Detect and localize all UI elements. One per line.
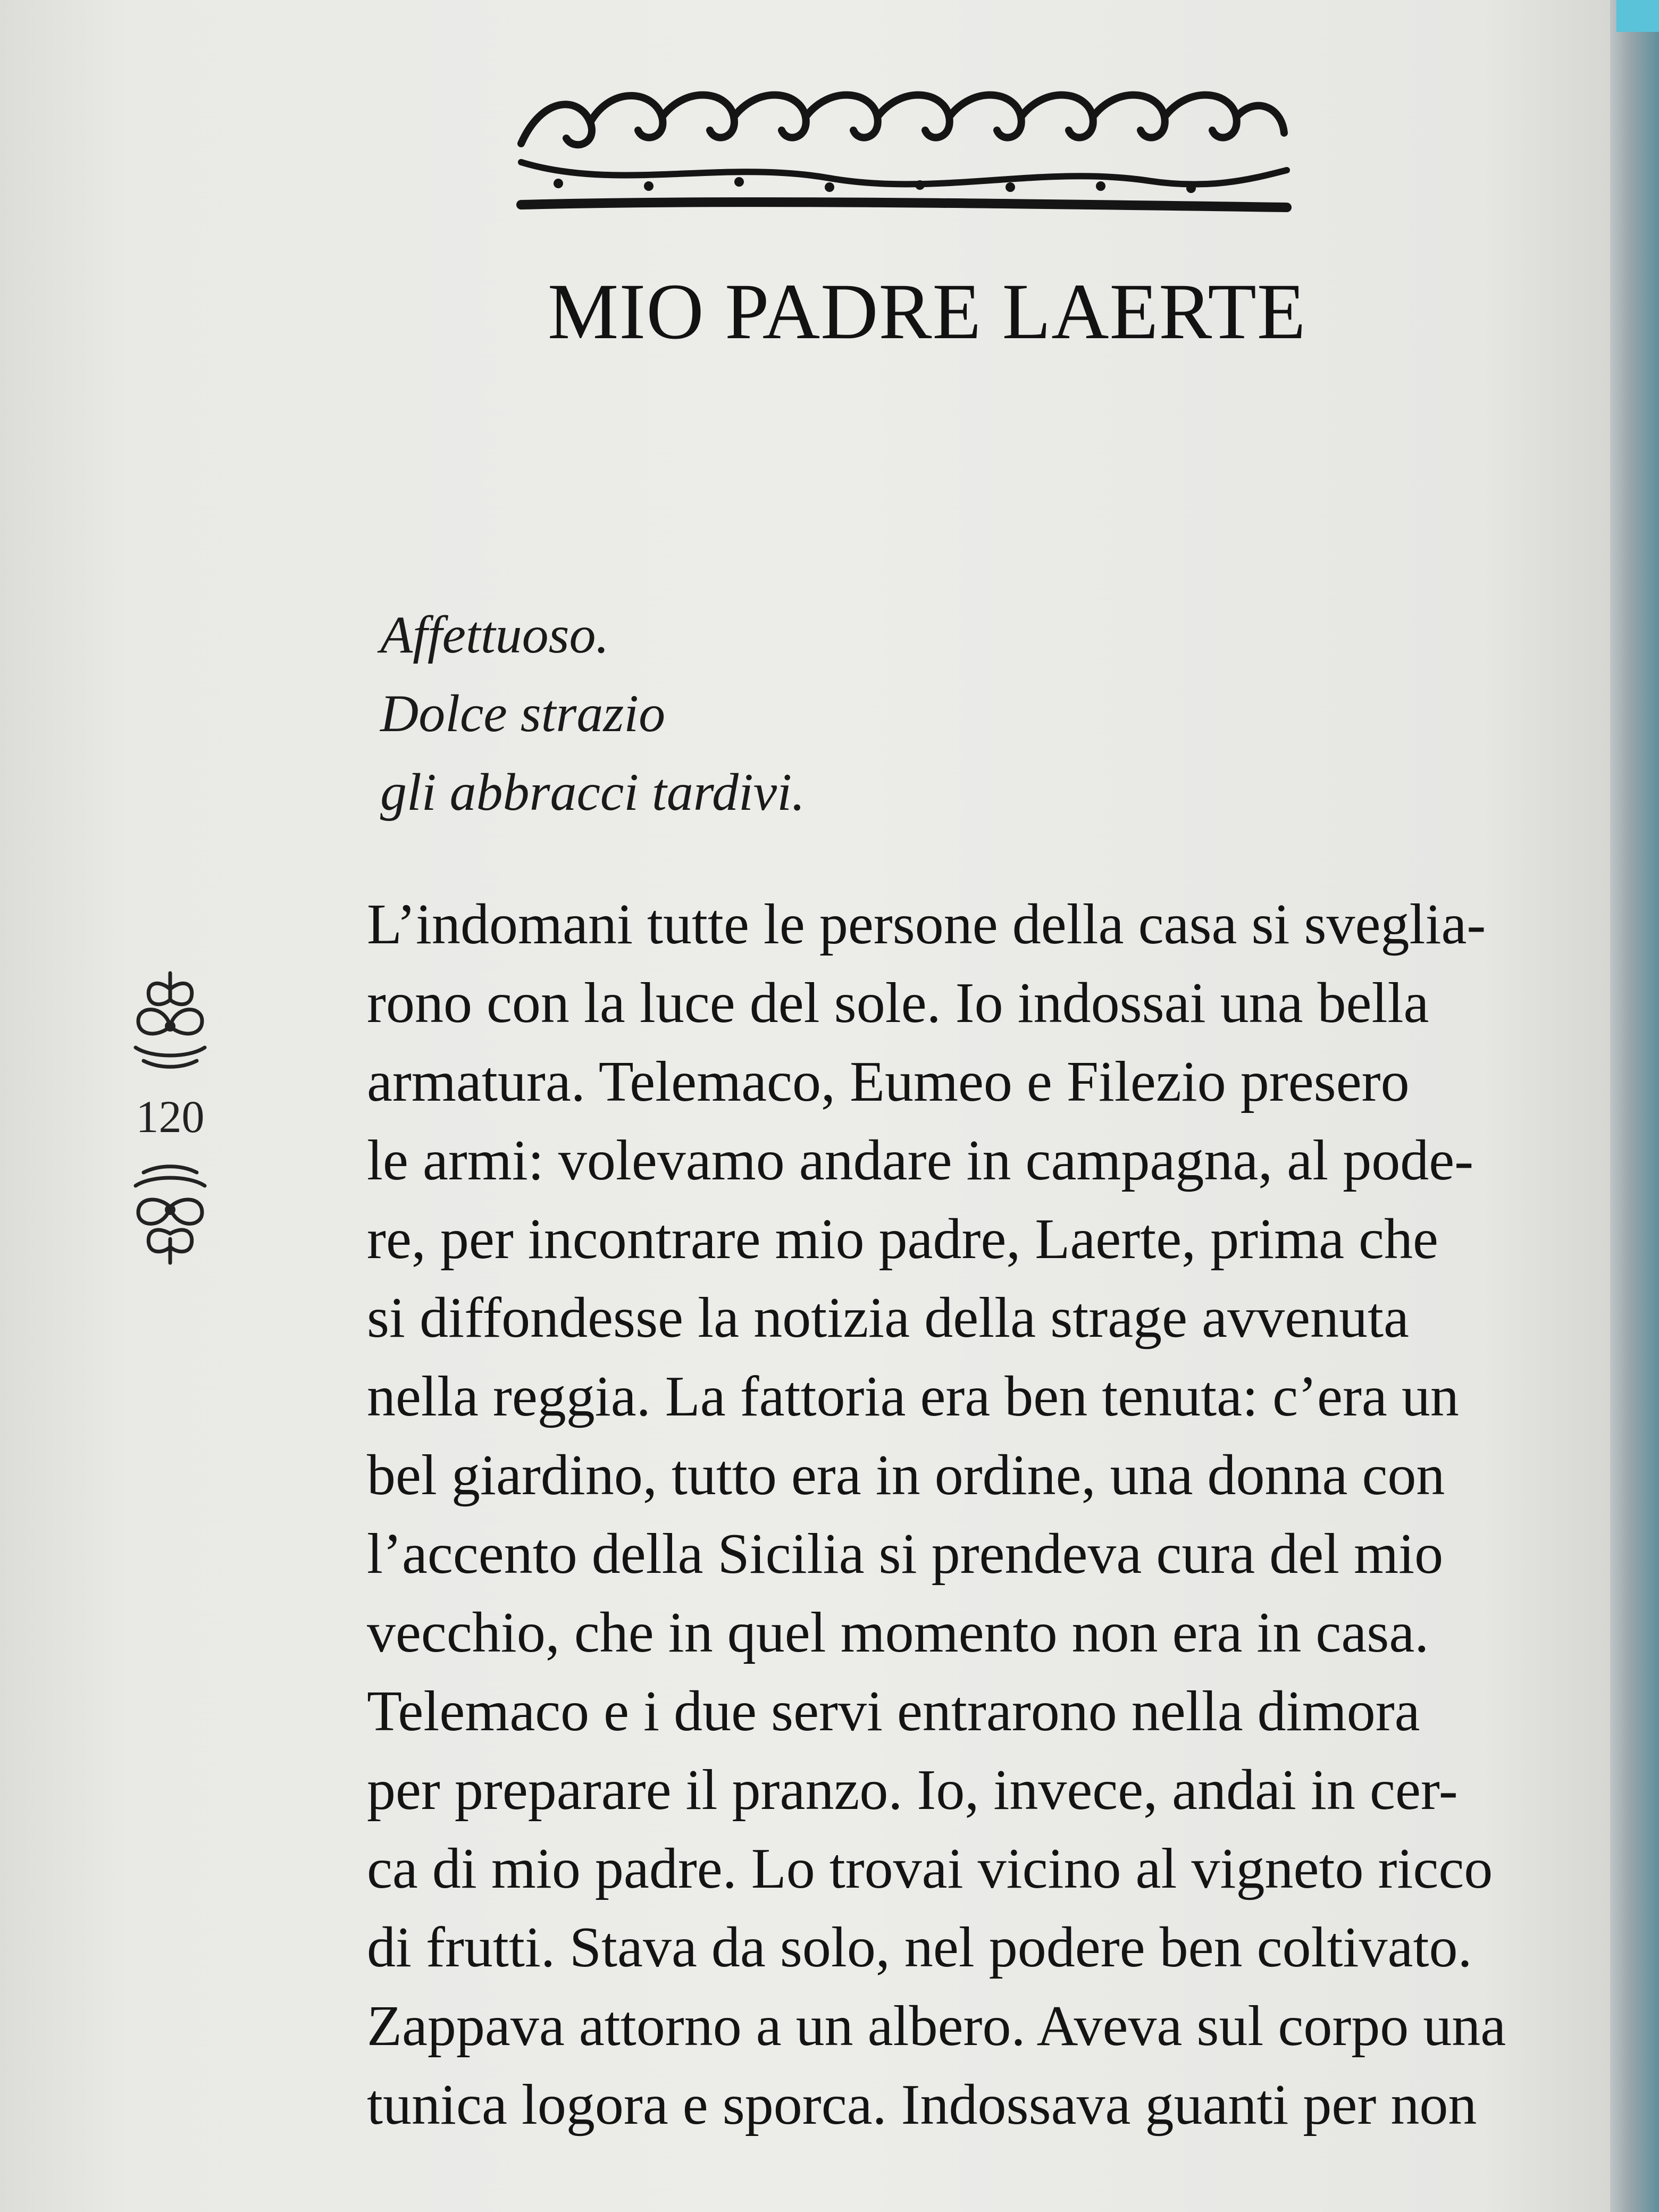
body-line: vecchio, che in quel momento non era in casa.: [367, 1601, 1429, 1664]
chapter-body: [367, 885, 1506, 2144]
greek-wave-ornament-icon: [510, 64, 1297, 234]
epigraph: [380, 596, 805, 832]
epigraph-line: gli abbracci tardivi.: [380, 763, 805, 822]
body-line: L’indomani tutte le persone della casa si sveglia-: [367, 893, 1486, 956]
body-line: le armi: volevamo andare in campagna, al pode-: [367, 1129, 1474, 1192]
body-line: armatura. Telemaco, Eumeo e Filezio presero: [367, 1050, 1410, 1113]
page-number: 120: [136, 1091, 205, 1142]
body-line: Telemaco e i due servi entrarono nella dimora: [367, 1680, 1420, 1743]
body-line: per preparare il pranzo. Io, invece, andai in cer-: [367, 1758, 1458, 1822]
body-line: di frutti. Stava da solo, nel podere ben coltivato.: [367, 1916, 1472, 1979]
epigraph-line: Affettuoso.: [380, 605, 609, 664]
body-line: Zappava attorno a un albero. Aveva sul corpo una: [367, 1995, 1506, 2058]
book-edge: [1610, 0, 1659, 2212]
floral-flourish-icon: [128, 968, 213, 1074]
body-line: bel giardino, tutto era in ordine, una donna con: [367, 1444, 1445, 1507]
body-line: rono con la luce del sole. Io indossai una bella: [367, 971, 1429, 1035]
chapter-title: MIO PADRE LAERTE: [548, 267, 1306, 356]
body-line: re, per incontrare mio padre, Laerte, prima che: [367, 1208, 1438, 1271]
epigraph-line: Dolce strazio: [380, 684, 666, 743]
body-line: ca di mio padre. Lo trovai vicino al vigneto ricco: [367, 1837, 1493, 1900]
book-edge-accent: [1616, 0, 1659, 32]
body-line: nella reggia. La fattoria era ben tenuta: c’era un: [367, 1365, 1459, 1428]
body-line: tunica logora e sporca. Indossava guanti per non: [367, 2073, 1477, 2136]
page-folio: [112, 968, 229, 1266]
body-line: si diffondesse la notizia della strage avvenuta: [367, 1286, 1409, 1350]
floral-flourish-icon: [128, 1159, 213, 1266]
body-line: l’accento della Sicilia si prendeva cura del mio: [367, 1522, 1444, 1586]
